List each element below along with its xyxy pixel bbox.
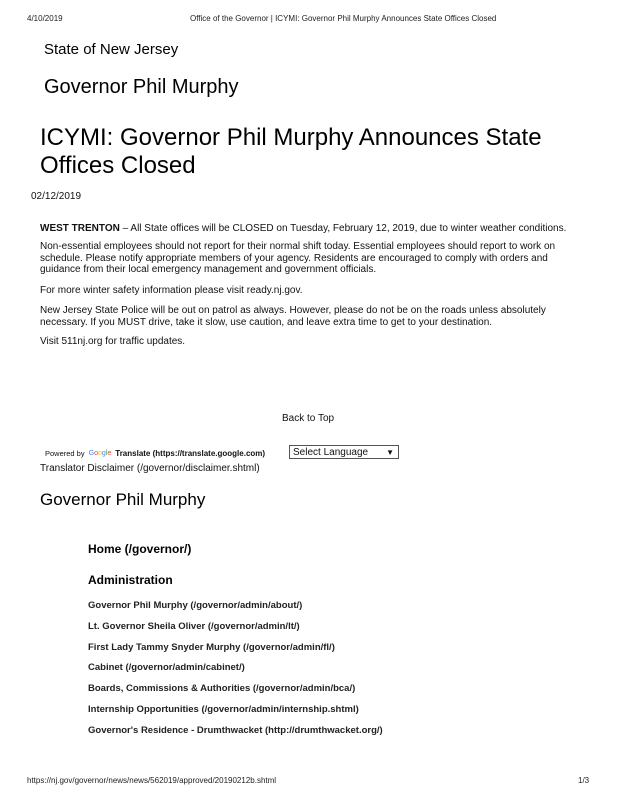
- administration-links: [88, 600, 383, 746]
- footer-home-link[interactable]: Home (/governor/): [88, 542, 192, 556]
- article-paragraph-4: New Jersey State Police will be out on patrol as always. However, please do not be on the roads unless absolutely necessary. If you MUST drive, take it slow, use caution, and leave extra time to get to your destination.: [40, 305, 546, 328]
- article-date: 02/12/2019: [31, 191, 82, 202]
- print-date: 4/10/2019: [27, 14, 63, 23]
- powered-by-label: Powered by: [45, 449, 85, 458]
- article-paragraph-2: Non-essential employees should not report for their normal shift today. Essential employees should report to work on schedule. Please notify appropriate members of your agency. Residents are encouraged to comply with orders and guidance from their local emergency management and government officials.: [40, 241, 556, 275]
- admin-link-residence[interactable]: Governor's Residence - Drumthwacket (http://drumthwacket.org/): [88, 724, 383, 736]
- article-paragraph-1: [40, 223, 585, 235]
- language-select[interactable]: [289, 445, 399, 459]
- print-footer-url: https://nj.gov/governor/news/news/562019/approved/20190212b.shtml: [27, 776, 277, 785]
- translator-disclaimer-link[interactable]: Translator Disclaimer (/governor/disclaimer.shtml): [40, 463, 260, 474]
- admin-link-lt-governor[interactable]: Lt. Governor Sheila Oliver (/governor/admin/lt/): [88, 620, 300, 632]
- admin-link-first-lady[interactable]: First Lady Tammy Snyder Murphy (/governor/admin/fl/): [88, 641, 335, 653]
- article-paragraph-5: Visit 511nj.org for traffic updates.: [40, 336, 186, 347]
- print-page-number: 1/3: [578, 776, 590, 785]
- paragraph-1-text: – All State offices will be CLOSED on Tuesday, February 12, 2019, due to winter weather conditions.: [119, 223, 567, 234]
- admin-link-internships[interactable]: Internship Opportunities (/governor/admin/internship.shtml): [88, 703, 359, 715]
- admin-link-boards[interactable]: Boards, Commissions & Authorities (/governor/admin/bca/): [88, 683, 356, 695]
- admin-link-governor[interactable]: Governor Phil Murphy (/governor/admin/about/): [88, 600, 303, 611]
- dateline: WEST TRENTON: [40, 223, 120, 234]
- chevron-down-icon: ▼: [386, 448, 394, 457]
- article-title: ICYMI: Governor Phil Murphy Announces State Offices Closed: [40, 124, 542, 179]
- google-translate-link[interactable]: Translate (https://translate.google.com): [115, 449, 266, 458]
- site-state-name[interactable]: State of New Jersey: [44, 41, 179, 58]
- google-logo: Google: [88, 450, 112, 457]
- back-to-top-link[interactable]: Back to Top: [282, 413, 335, 424]
- language-select-value: Select Language: [293, 447, 369, 458]
- admin-link-cabinet[interactable]: Cabinet (/governor/admin/cabinet/): [88, 662, 245, 674]
- article-paragraph-3: For more winter safety information please visit ready.nj.gov.: [40, 285, 303, 296]
- translate-powered-by: [45, 449, 265, 458]
- footer-governor-heading: Governor Phil Murphy: [40, 490, 206, 509]
- footer-administration-heading: Administration: [88, 573, 173, 587]
- site-governor-name[interactable]: Governor Phil Murphy: [44, 76, 239, 98]
- print-page-title: Office of the Governor | ICYMI: Governor Phil Murphy Announces State Offices Closed: [190, 14, 497, 23]
